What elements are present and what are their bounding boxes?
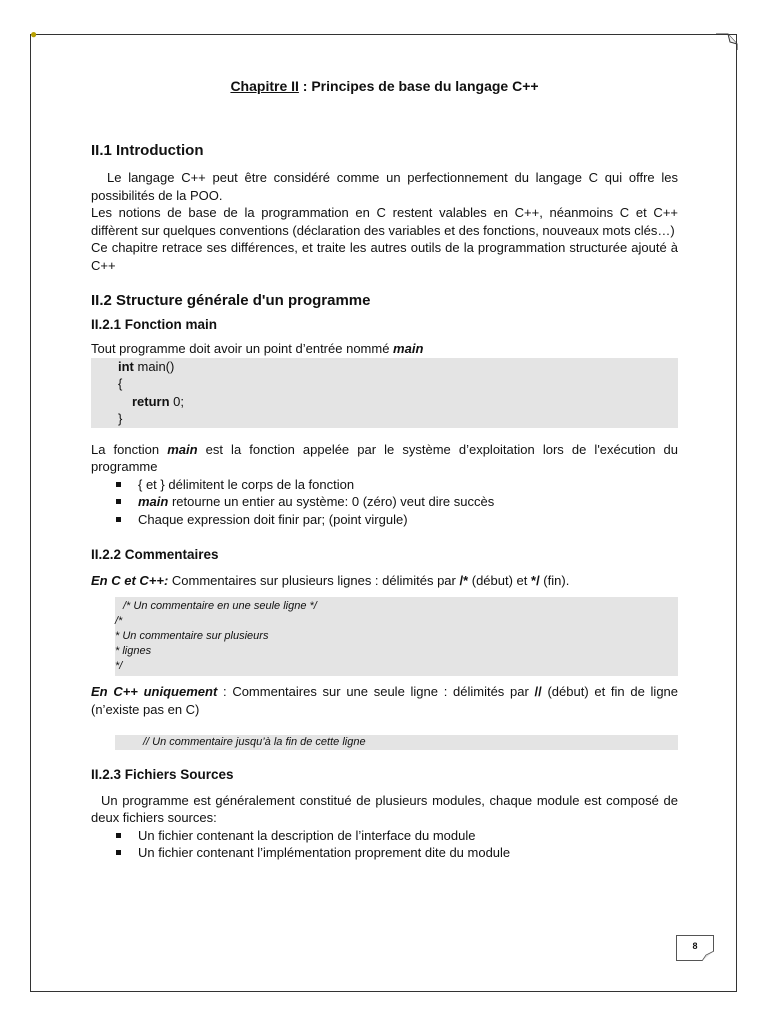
subsection-sources-heading: II.2.3 Fichiers Sources <box>91 767 234 782</box>
list-item: Chaque expression doit finir par; (point virgule) <box>115 511 678 529</box>
document-body <box>91 78 678 862</box>
bullet-text: retourne un entier au système: 0 (zéro) veut dire succès <box>168 494 495 509</box>
code-block-main <box>91 358 678 428</box>
comments-c-line <box>91 572 678 590</box>
code-keyword-return: return <box>132 393 170 409</box>
list-item: Un fichier contenant l’implémentation proprement dite du module <box>115 844 678 862</box>
code-return-value: 0; <box>169 393 185 409</box>
subsection-main-heading: II.2.1 Fonction main <box>91 316 218 332</box>
main-intro-keyword: main <box>393 341 424 356</box>
chapter-name: : Principes de base du langage C++ <box>298 78 539 94</box>
comment-line: * lignes <box>115 645 152 657</box>
code-function-name: main() <box>133 358 175 374</box>
comment-line-marker: // <box>534 684 542 699</box>
page-corner-icon: ● <box>30 27 38 41</box>
chapter-number: Chapitre II <box>230 78 299 94</box>
section-intro-heading: II.1 Introduction <box>91 141 204 159</box>
code-line-open: { <box>118 376 123 391</box>
comments-c-text-2: (début) et <box>468 572 532 588</box>
page-number: 8 <box>692 941 698 951</box>
intro-paragraph-2: Les notions de base de la programmation en C restent valables en C++, néanmoins C et C++ diffèrent sur quelques conventions (déclaration des variables et des fonctions, nouveaux mots clés…) <box>91 205 678 238</box>
comment-close-marker: */ <box>531 572 540 588</box>
page-curl-icon <box>702 951 714 961</box>
main-desc-text-1: La fonction <box>91 441 168 457</box>
main-intro <box>91 340 678 358</box>
section-structure-heading: II.2 Structure générale d'un programme <box>91 292 371 309</box>
comments-c-text-3: (fin). <box>539 572 570 588</box>
comments-cpp-label: En C++ uniquement <box>91 684 218 699</box>
code-line-signature <box>118 358 678 376</box>
comments-cpp-line <box>91 683 678 718</box>
code-line-close: } <box>118 411 123 426</box>
code-block-comments <box>115 597 678 676</box>
comments-c-text-1: Commentaires sur plusieurs lignes : délimités par <box>168 572 460 588</box>
comments-cpp-text-2: (début) et fin de ligne (n’existe pas en C) <box>91 684 679 717</box>
list-item: Un fichier contenant la description de l’interface du module <box>115 827 678 845</box>
chapter-title <box>91 78 678 96</box>
comments-c-label: En C et C++: <box>91 572 169 588</box>
main-intro-text: Tout programme doit avoir un point d’entrée nommé <box>91 341 394 356</box>
main-desc-keyword: main <box>167 441 198 457</box>
list-item: { et } délimitent le corps de la fonction <box>115 476 678 494</box>
subsection-comments-heading: II.2.2 Commentaires <box>91 547 219 562</box>
main-description <box>91 441 678 476</box>
page-fold-icon <box>716 32 738 50</box>
page-number-box <box>676 935 714 961</box>
comment-line: /* Un commentaire en une seule ligne */ <box>123 600 317 612</box>
intro-paragraph-3: Ce chapitre retrace ses différences, et traite les autres outils de la programmation structurée ajouté à C++ <box>91 240 678 273</box>
comments-cpp-text-1: : Commentaires sur une seule ligne : délimités par <box>217 684 535 699</box>
code-line-single-comment: // Un commentaire jusqu’à la fin de cette ligne <box>115 735 678 750</box>
bullet-keyword: main <box>138 494 169 509</box>
sources-bullet-list <box>91 827 678 862</box>
comment-line: /* <box>115 615 123 627</box>
main-desc-text-2: est la fonction appelée par le système d’exploitation lors de l'exécution du programme <box>91 441 679 474</box>
sources-paragraph: Un programme est généralement constitué de plusieurs modules, chaque module est composé de deux fichiers sources: <box>91 792 678 825</box>
intro-paragraph-1: Le langage C++ peut être considéré comme un perfectionnement du langage C qui offre les possibilités de la POO. <box>91 170 678 203</box>
list-item <box>115 493 678 511</box>
code-line-return <box>118 393 678 411</box>
main-bullet-list <box>91 476 678 529</box>
code-keyword-int: int <box>118 358 134 374</box>
comment-line: * Un commentaire sur plusieurs <box>115 630 269 642</box>
comment-line: */ <box>115 660 123 672</box>
comment-open-marker: /* <box>459 572 469 588</box>
